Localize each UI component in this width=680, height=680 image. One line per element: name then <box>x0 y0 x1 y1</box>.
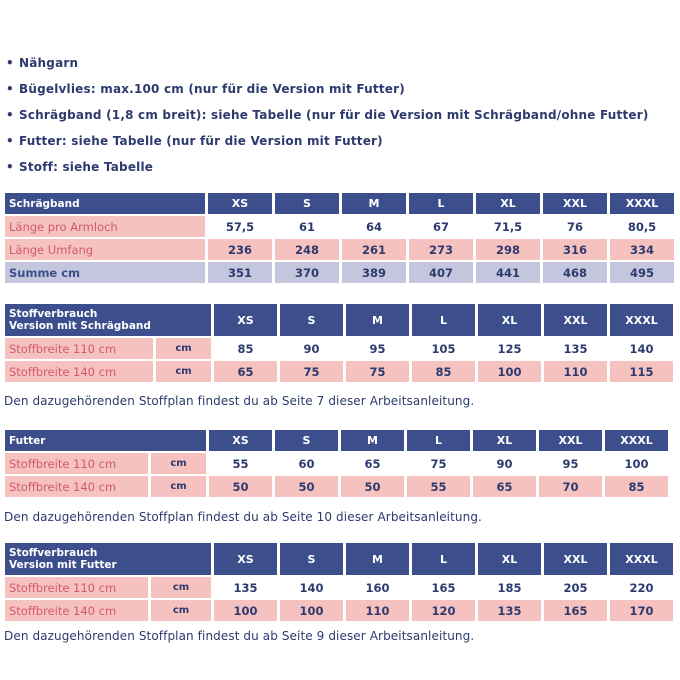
cell-value: 370 <box>275 262 339 283</box>
size-header: XS <box>209 430 272 451</box>
size-header: XXXL <box>610 304 673 336</box>
cell-value: 135 <box>214 577 277 598</box>
cell-value: 135 <box>478 600 541 621</box>
schraegband-table <box>2 191 677 285</box>
cell-value: 334 <box>610 239 674 260</box>
cell-value: 75 <box>280 361 343 382</box>
cell-value: 80,5 <box>610 216 674 237</box>
table-header <box>5 543 673 575</box>
cell-value: 85 <box>412 361 475 382</box>
size-header: M <box>346 304 409 336</box>
row-label: Stoffbreite 140 cm <box>5 476 148 497</box>
cell-value: 67 <box>409 216 473 237</box>
material-item: • Bügelvlies: max.100 cm (nur für die Version mit Futter) <box>6 82 405 96</box>
row-label: Stoffbreite 110 cm <box>5 453 148 474</box>
size-header: XXXL <box>605 430 668 451</box>
size-header: L <box>407 430 470 451</box>
unit-label: cm <box>156 338 211 359</box>
cell-value: 55 <box>209 453 272 474</box>
size-header: XXL <box>544 543 607 575</box>
table-header <box>5 304 673 336</box>
cell-value: 205 <box>544 577 607 598</box>
row-label: Stoffbreite 140 cm <box>5 600 148 621</box>
row-label: Summe cm <box>5 262 205 283</box>
cell-value: 261 <box>342 239 406 260</box>
size-header: M <box>342 193 406 214</box>
cell-value: 85 <box>214 338 277 359</box>
cell-value: 75 <box>407 453 470 474</box>
stoff-schraegband-table <box>2 302 676 384</box>
table-row <box>5 216 674 237</box>
cell-value: 220 <box>610 577 673 598</box>
cell-value: 468 <box>543 262 607 283</box>
cell-value: 170 <box>610 600 673 621</box>
material-item: • Futter: siehe Tabelle (nur für die Version mit Futter) <box>6 134 383 148</box>
cell-value: 105 <box>412 338 475 359</box>
size-header: S <box>275 430 338 451</box>
cell-value: 95 <box>346 338 409 359</box>
cell-value: 100 <box>605 453 668 474</box>
table-header <box>5 193 674 214</box>
table-row <box>5 577 673 598</box>
cell-value: 100 <box>280 600 343 621</box>
row-label: Länge Umfang <box>5 239 205 260</box>
cell-value: 115 <box>610 361 673 382</box>
cell-value: 70 <box>539 476 602 497</box>
size-header: M <box>341 430 404 451</box>
cell-value: 110 <box>544 361 607 382</box>
cell-value: 90 <box>473 453 536 474</box>
cell-value: 65 <box>473 476 536 497</box>
unit-label: cm <box>151 453 206 474</box>
table-title: Schrägband <box>5 193 205 214</box>
size-header: XL <box>476 193 540 214</box>
cell-value: 165 <box>544 600 607 621</box>
cell-value: 236 <box>208 239 272 260</box>
cell-value: 351 <box>208 262 272 283</box>
table-row <box>5 600 673 621</box>
table-title: Futter <box>5 430 206 451</box>
cell-value: 185 <box>478 577 541 598</box>
cell-value: 316 <box>543 239 607 260</box>
cell-value: 248 <box>275 239 339 260</box>
size-header: S <box>280 304 343 336</box>
cell-value: 389 <box>342 262 406 283</box>
table-title: Stoffverbrauch Version mit Futter <box>5 543 211 575</box>
size-header: XXL <box>544 304 607 336</box>
cell-value: 273 <box>409 239 473 260</box>
futter-table <box>2 428 671 499</box>
table-title: Stoffverbrauch Version mit Schrägband <box>5 304 211 336</box>
cell-value: 65 <box>341 453 404 474</box>
size-header: L <box>409 193 473 214</box>
table-row <box>5 338 673 359</box>
material-item: • Nähgarn <box>6 56 79 70</box>
cell-value: 110 <box>346 600 409 621</box>
row-label: Länge pro Armloch <box>5 216 205 237</box>
cell-value: 71,5 <box>476 216 540 237</box>
cell-value: 85 <box>605 476 668 497</box>
unit-label: cm <box>151 600 211 621</box>
table-row <box>5 476 668 497</box>
size-header: XL <box>478 543 541 575</box>
cell-value: 50 <box>209 476 272 497</box>
cell-value: 64 <box>342 216 406 237</box>
size-header: XXXL <box>610 543 673 575</box>
stoffplan-note: Den dazugehörenden Stoffplan findest du ab Seite 10 dieser Arbeitsanleitung. <box>4 510 482 524</box>
stoffplan-note: Den dazugehörenden Stoffplan findest du ab Seite 7 dieser Arbeitsanleitung. <box>4 394 475 408</box>
cell-value: 165 <box>412 577 475 598</box>
table-row <box>5 361 673 382</box>
cell-value: 140 <box>280 577 343 598</box>
unit-label: cm <box>156 361 211 382</box>
cell-value: 140 <box>610 338 673 359</box>
material-item: • Schrägband (1,8 cm breit): siehe Tabelle (nur für die Version mit Schrägband/ohne Futter) <box>6 108 649 122</box>
size-header: XS <box>214 543 277 575</box>
cell-value: 50 <box>275 476 338 497</box>
size-header: L <box>412 304 475 336</box>
size-header: S <box>280 543 343 575</box>
row-label: Stoffbreite 110 cm <box>5 338 153 359</box>
table-row <box>5 239 674 260</box>
cell-value: 120 <box>412 600 475 621</box>
size-header: M <box>346 543 409 575</box>
cell-value: 76 <box>543 216 607 237</box>
row-label: Stoffbreite 140 cm <box>5 361 153 382</box>
size-header: XS <box>214 304 277 336</box>
size-header: XXL <box>539 430 602 451</box>
cell-value: 100 <box>214 600 277 621</box>
cell-value: 50 <box>341 476 404 497</box>
cell-value: 55 <box>407 476 470 497</box>
unit-label: cm <box>151 577 211 598</box>
cell-value: 100 <box>478 361 541 382</box>
size-header: S <box>275 193 339 214</box>
table-row-sum <box>5 262 674 283</box>
cell-value: 65 <box>214 361 277 382</box>
size-header: XL <box>473 430 536 451</box>
cell-value: 495 <box>610 262 674 283</box>
cell-value: 407 <box>409 262 473 283</box>
size-header: XXL <box>543 193 607 214</box>
cell-value: 57,5 <box>208 216 272 237</box>
unit-label: cm <box>151 476 206 497</box>
cell-value: 135 <box>544 338 607 359</box>
cell-value: 441 <box>476 262 540 283</box>
size-header: XL <box>478 304 541 336</box>
table-header <box>5 430 668 451</box>
cell-value: 60 <box>275 453 338 474</box>
stoffplan-note: Den dazugehörenden Stoffplan findest du ab Seite 9 dieser Arbeitsanleitung. <box>4 629 475 643</box>
table-row <box>5 453 668 474</box>
material-item: • Stoff: siehe Tabelle <box>6 160 154 174</box>
cell-value: 298 <box>476 239 540 260</box>
size-header: XS <box>208 193 272 214</box>
cell-value: 61 <box>275 216 339 237</box>
cell-value: 75 <box>346 361 409 382</box>
materials-list <box>6 50 649 180</box>
row-label: Stoffbreite 110 cm <box>5 577 148 598</box>
cell-value: 95 <box>539 453 602 474</box>
size-header: XXXL <box>610 193 674 214</box>
size-header: L <box>412 543 475 575</box>
stoff-futter-table <box>2 541 676 623</box>
cell-value: 160 <box>346 577 409 598</box>
cell-value: 90 <box>280 338 343 359</box>
cell-value: 125 <box>478 338 541 359</box>
